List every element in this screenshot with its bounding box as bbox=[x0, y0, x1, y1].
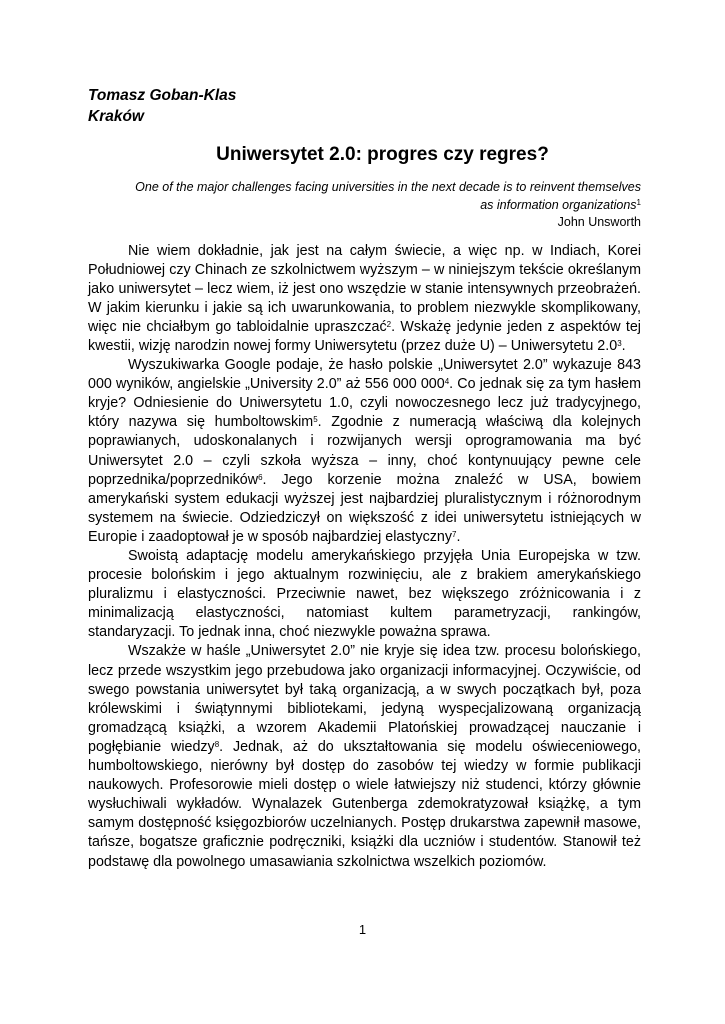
epigraph-line-2: as information organizations bbox=[480, 197, 637, 212]
epigraph-line-1: One of the major challenges facing universities in the next decade is to reinvent themselves bbox=[135, 180, 641, 194]
footnote-ref: 6 bbox=[258, 472, 263, 482]
footnote-ref: 8 bbox=[214, 739, 220, 749]
paragraph-text: . Zgodnie z numeracją właściwą dla kolejnych poprawianych, udoskonalanych i rozwijanych wersji oprogramowania ma być Uniwersytet 2.0 – czyli szkoła wyższa – inny, choć kontynuujący pewne cele poprzednika/poprzedników bbox=[88, 414, 641, 488]
page-number: 1 bbox=[358, 922, 367, 937]
footnote-ref: 1 bbox=[636, 197, 641, 207]
document-page bbox=[88, 85, 641, 872]
footnote-ref: 5 bbox=[313, 415, 318, 425]
paragraph-text: . Jednak, aż do ukształtowania się modelu oświeceniowego, humboltowskiego, nierówny był dostęp do zasobów tej wiedzy w formie publikacji naukowych. Profesorowie mieli dostęp o wiele łatwiejszy niż studenci, którzy głównie wysłuchiwali wykładów. Wynalazek Gutenberga zdemokratyzował książkę, a tym samym dostępność księgozbiorów uczelnianych. Postęp drukarstwa zapewnił masowe, tańsze, bogatsze graficznie podręczniki, książki dla uczniów i studentów. Stanowił też podstawę dla powolnego umasawiania szkolnictwa wszelkich poziomów. bbox=[88, 738, 641, 870]
body-text bbox=[88, 242, 641, 872]
paragraph-text: . Co jednak się za tym hasłem kryje? Odniesienie do Uniwersytetu 1.0, czyli nowoczesnego lecz już tradycyjnego, który nazywa się humboltowskim bbox=[88, 376, 641, 431]
body-paragraph bbox=[88, 356, 641, 547]
footnote-ref: 3 bbox=[617, 338, 622, 348]
paragraph-text: Wyszukiwarka Google podaje, że hasło polskie „Uniwersytet 2.0” wykazuje 843 000 wyników, angielskie „University 2.0” aż 556 000 000 bbox=[88, 357, 641, 393]
body-paragraph bbox=[88, 242, 641, 357]
paragraph-text: . Wskażę jedynie jeden z aspektów tej kwestii, wizję narodzin nowej formy Uniwersytetu (przez duże U) – Uniwersytetu 2.0 bbox=[88, 318, 641, 354]
paragraph-text: . bbox=[456, 528, 461, 545]
paragraph-text: . Jego korzenie można znaleźć w USA, bowiem amerykański system edukacji wyższej jest najbardziej pluralistycznym i różnorodnym systemem na świecie. Odziedziczył on większość z idei uniwersytetu istniejących w Europie i zaadoptował je w sposób najbardziej elastyczny bbox=[88, 471, 641, 545]
footnote-ref: 2 bbox=[386, 319, 392, 329]
epigraph bbox=[88, 179, 641, 232]
author-city: Kraków bbox=[88, 108, 144, 125]
author-name: Tomasz Goban-Klas bbox=[88, 87, 237, 104]
epigraph-attribution: John Unsworth bbox=[557, 215, 641, 229]
body-paragraph bbox=[88, 547, 641, 642]
paragraph-text: Wszakże w haśle „Uniwersytet 2.0” nie kryje się idea tzw. procesu bolońskiego, lecz przede wszystkim jego przebudowa jako organizacji informacyjnej. Oczywiście, od swego powstania uniwersytet był taką organizacją, a w swych początkach był, poza królewskimi i świątynnymi bibliotekami, jedyną wyspecjalizowaną organizacją gromadzącą książki, a wzorem Akademii Platońskiej prowadzącej nauczanie i pogłębianie wiedzy bbox=[88, 643, 641, 755]
footnote-ref: 7 bbox=[451, 529, 457, 539]
paragraph-text: Nie wiem dokładnie, jak jest na całym świecie, a więc np. w Indiach, Korei Południowej czy Chinach ze szkolnictwem wyższym – w niniejszym tekście określanym jako uniwersytet – lecz wiem, iż jest ono wszędzie w stanie intensywnych przeobrażeń. W jakim kierunku i jakie są ich uwarunkowania, to problem niezwykle skomplikowany, więc nie chciałbym go tabloidalnie upraszczać bbox=[88, 242, 641, 335]
document-title: Uniwersytet 2.0: progres czy regres? bbox=[216, 144, 549, 165]
paragraph-text: Swoistą adaptację modelu amerykańskiego przyjęła Unia Europejska w tzw. procesie bolońskim i jego aktualnym rozwinięciu, ale z brakiem amerykańskiego pluralizmu i elastyczności. Przeciwnie nawet, bez większego zróżnicowania i z minimalizacją elastyczności, natomiast kultem parametryzacji, rankingów, standaryzacji. To jednak inna, choć niezwykle poważna sprawa. bbox=[88, 548, 641, 641]
paragraph-text: . bbox=[621, 337, 626, 354]
body-paragraph bbox=[88, 642, 641, 871]
footnote-ref: 4 bbox=[444, 377, 450, 387]
